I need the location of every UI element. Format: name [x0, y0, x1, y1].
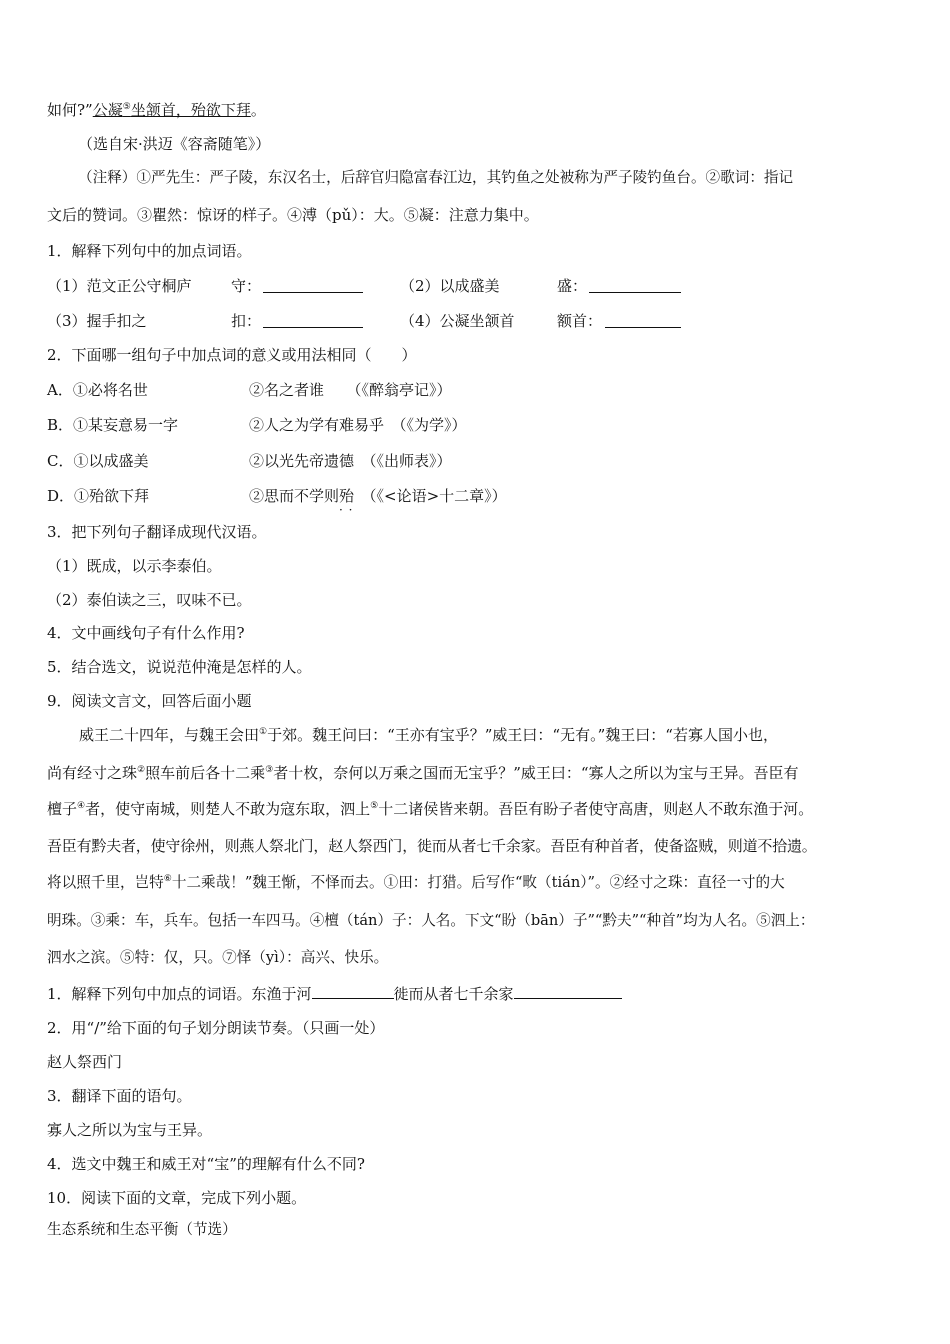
- sub-question-2-text: 赵人祭西门: [47, 1053, 123, 1071]
- question-1-item: （1）范文正公守桐庐 守： （2）以成盛美 盛：: [47, 276, 192, 296]
- sub-question-3-text: 寡人之所以为宝与王异。: [47, 1121, 213, 1139]
- annotation-line: 文后的赞词。③瞿然：惊讶的样子。④溥（pǔ）：大。⑤凝：注意力集中。: [47, 206, 539, 224]
- passage-line: 尚有经寸之珠②照车前后各十二乘③者十枚，奈何以万乘之国而无宝乎？”威王曰：“寡人之所以为宝与王异。吾臣有: [47, 764, 799, 782]
- question-3-item: （2）泰伯读之三，叹味不已。: [47, 591, 252, 609]
- text-line: 如何?”公凝⑤坐颔首，殆欲下拜。: [47, 101, 266, 119]
- question-10: 10．阅读下面的文章，完成下列小题。: [47, 1189, 307, 1207]
- option-a[interactable]: A．①必将名世 ②名之者谁 （《醉翁亭记》）: [47, 381, 452, 399]
- annotation-line: 泗水之滨。⑤特：仅，只。⑦怿（yì）：高兴、快乐。: [47, 949, 389, 966]
- text: 如何?”: [47, 101, 93, 119]
- question-5: 5．结合选文，说说范仲淹是怎样的人。: [47, 658, 312, 676]
- question-9: 9．阅读文言文，回答后面小题: [47, 692, 252, 710]
- annotation-line: （注释）①严先生：严子陵，东汉名士，后辞官归隐富春江边，其钓鱼之处被称为严子陵钓鱼台。②歌词：指记: [78, 169, 794, 186]
- option-c[interactable]: C．①以成盛美 ②以光先帝遗德 （《出师表》）: [47, 452, 452, 470]
- question-1: 1．解释下列句中的加点词语。: [47, 242, 252, 260]
- question-3-item: （1）既成，以示李泰伯。: [47, 557, 222, 575]
- option-d[interactable]: D．①殆欲下拜 ②思而不学则殆 · · （《<论语>十二章》）: [47, 486, 149, 506]
- underlined-sentence: 公凝⑤坐颔首，殆欲下拜: [92, 101, 251, 119]
- passage-line: 威王二十四年，与魏王会田①于郊。魏王问曰：“王亦有宝乎？”威王曰：“无有。”魏王曰：“若寡人国小也，: [79, 726, 778, 744]
- option-b[interactable]: B．①某妄意易一字 ②人之为学有难易乎 （《为学》）: [47, 416, 467, 434]
- question-3: 3．把下列句子翻译成现代汉语。: [47, 523, 267, 541]
- sub-question-2: 2．用“/”给下面的句子划分朗读节奏。（只画一处）: [47, 1019, 385, 1037]
- answer-blank[interactable]: [514, 984, 622, 999]
- sub-question-4: 4．选文中魏王和威王对“宝”的理解有什么不同?: [47, 1155, 365, 1173]
- question-1-item: （3）握手扣之 扣： （4）公凝坐颔首 额首：: [47, 311, 147, 331]
- dotted-word: 殆 · ·: [339, 487, 354, 505]
- answer-blank[interactable]: [263, 313, 363, 328]
- answer-blank[interactable]: [312, 984, 394, 999]
- question-2: 2．下面哪一组句子中加点词的意义或用法相同（ ）: [47, 346, 417, 364]
- answer-blank[interactable]: [589, 278, 681, 293]
- answer-blank[interactable]: [263, 278, 363, 293]
- passage-line: 檀子④者，使守南城，则楚人不敢为寇东取，泗上⑤十二诸侯皆来朝。吾臣有盼子者使守高唐，则赵人不敢东渔于河。: [47, 800, 814, 818]
- passage-line: 将以照千里，岂特⑥十二乘哉！”魏王惭，不怿而去。①田：打猎。后写作“畋（tián）”。②经寸之珠：直径一寸的大: [47, 874, 785, 891]
- passage-line: 吾臣有黔夫者，使守徐州，则燕人祭北门，赵人祭西门，徙而从者七千余家。吾臣有种首者，使备盗贼，则道不拾遗。: [47, 837, 817, 855]
- answer-blank[interactable]: [605, 313, 681, 328]
- sub-question-3: 3．翻译下面的语句。: [47, 1087, 192, 1105]
- question-4: 4．文中画线句子有什么作用?: [47, 624, 245, 642]
- sub-question-1: 1．解释下列句中加点的词语。东渔于河 徙而从者七千余家: [47, 984, 622, 1004]
- source-citation: （选自宋·洪迈《容斋随笔》）: [78, 135, 271, 153]
- article-title: 生态系统和生态平衡（节选）: [47, 1221, 237, 1238]
- annotation-line: 明珠。③乘：车，兵车。包括一车四马。④檀（tán）子：人名。下文“盼（bān）子”“黔夫”“种首”均为人名。⑤泗上：: [47, 912, 815, 929]
